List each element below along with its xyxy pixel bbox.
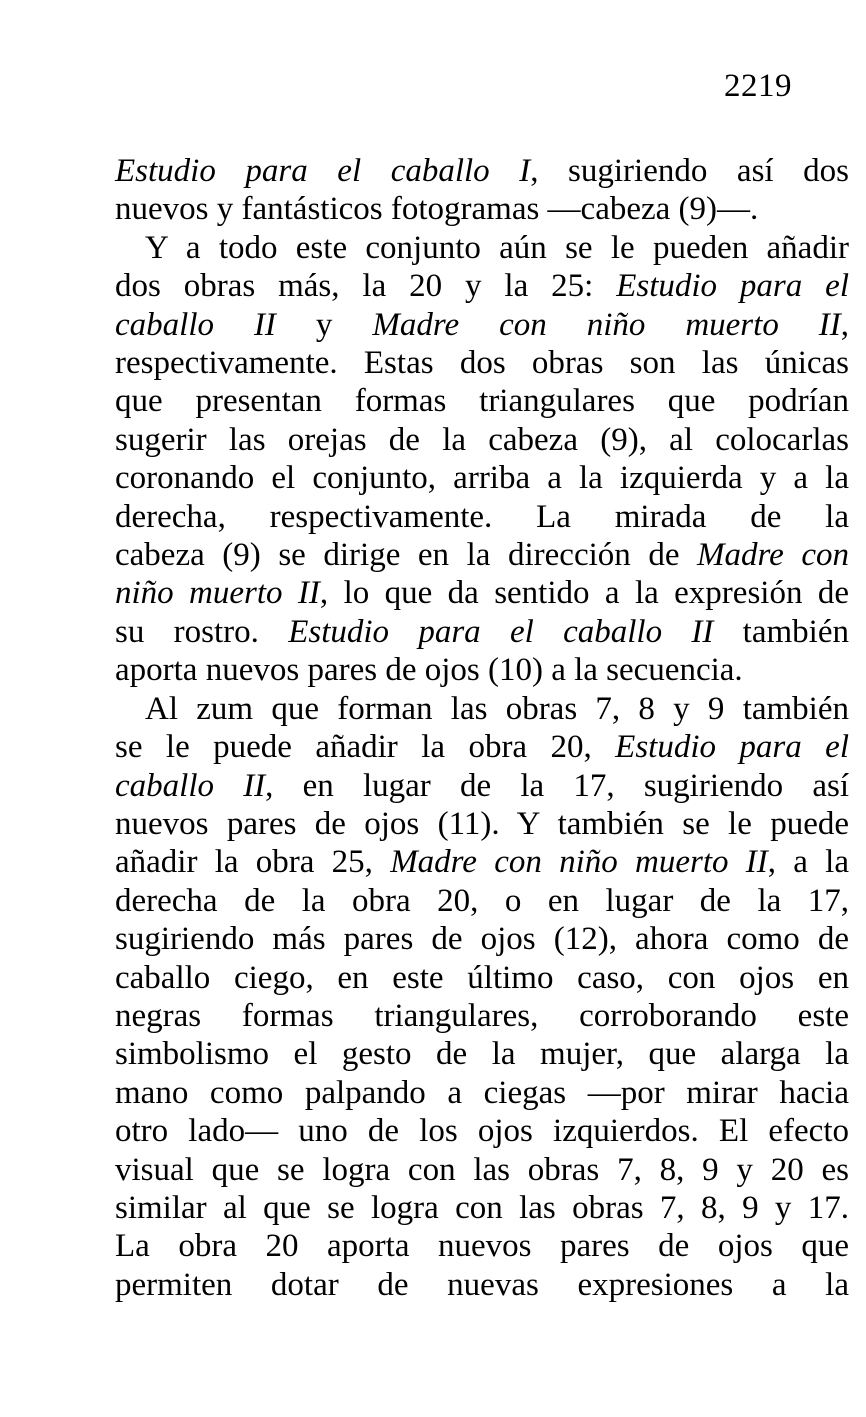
text-line (115, 690, 849, 728)
body-text-segment: , a la (767, 844, 849, 881)
text-line (115, 1074, 849, 1112)
text-line (115, 267, 849, 305)
text-line (115, 959, 849, 997)
work-title-text: Estudio para el caballo II (288, 613, 714, 650)
work-title-text: Estudio para el (615, 729, 849, 766)
text-line (115, 229, 849, 267)
body-text-segment: , en lugar de la 17, sugiriendo así (265, 767, 849, 804)
text-line (115, 997, 849, 1035)
body-text-segment: , lo que da sentido a la expresión de (319, 575, 849, 612)
body-text-segment: , sugiriendo así dos (530, 153, 849, 189)
body-text-segment: nuevos y fantásticos fotogramas —cabeza (9)—. (115, 191, 759, 228)
body-text-segment: se le puede añadir la obra 20, (115, 729, 616, 766)
body-text-segment: similar al que se logra con las obras 7, 8, 9 y 17. (115, 1189, 849, 1226)
body-text-segment: cabeza (9) se dirige en la dirección de (115, 537, 698, 574)
body-text-segment: Y a todo este conjunto aún se le pueden añadir (145, 229, 849, 266)
text-line (115, 1266, 849, 1304)
text-line (115, 728, 849, 766)
text-line (115, 1035, 849, 1073)
body-text-segment: sugerir las orejas de la cabeza (9), al colocarlas (115, 421, 849, 458)
body-text-segment: derecha de la obra 20, o en lugar de la 17, (115, 882, 849, 919)
work-title-text: Madre con niño muerto II (372, 306, 841, 343)
text-line (115, 920, 849, 958)
work-title-text: niño muerto II (115, 575, 320, 612)
text-line (115, 459, 849, 497)
body-text-segment: sugiriendo más pares de ojos (12), ahora como de (115, 921, 849, 958)
text-line (115, 1227, 849, 1265)
text-line (115, 882, 849, 920)
text-line (115, 1112, 849, 1150)
text-line (115, 651, 849, 689)
text-line (115, 536, 849, 574)
body-text-segment: simbolismo el gesto de la mujer, que alarga la (115, 1036, 849, 1073)
text-line (115, 767, 849, 805)
text-line (115, 382, 849, 420)
body-text-segment: que presentan formas triangulares que podrían (115, 383, 849, 420)
body-text-segment: nuevos pares de ojos (11). Y también se le puede (115, 805, 849, 842)
text-line (115, 805, 849, 843)
text-line (115, 306, 849, 344)
body-text-segment: negras formas triangulares, corroborando este (115, 997, 849, 1034)
work-title-text: caballo II (115, 306, 276, 343)
body-text-segment: dos obras más, la 20 y la 25: (115, 268, 617, 305)
text-line (115, 843, 849, 881)
text-line (115, 574, 849, 612)
body-text-segment: aporta nuevos pares de ojos (10) a la secuencia. (115, 652, 743, 689)
body-text-segment: su rostro. (115, 613, 289, 650)
body-text-segment: permiten dotar de nuevas expresiones a la (115, 1266, 849, 1303)
work-title-text: Madre con (697, 537, 849, 574)
body-text-segment: y (275, 306, 373, 343)
text-line (115, 613, 849, 651)
body-text-segment: derecha, respectivamente. La mirada de la (115, 498, 849, 535)
work-title-text: Estudio para el (616, 268, 849, 305)
text-line (115, 1151, 849, 1189)
body-text-segment: La obra 20 aporta nuevos pares de ojos que (115, 1228, 849, 1265)
body-text-segment: caballo ciego, en este último caso, con ojos en (115, 959, 849, 996)
text-line (115, 152, 849, 190)
body-text-segment: también (713, 613, 849, 650)
text-line (115, 1189, 849, 1227)
work-title-text: Estudio para el caballo I (115, 153, 531, 189)
text-line (115, 344, 849, 382)
body-text-segment: , (840, 306, 850, 343)
body-text (115, 152, 849, 1304)
page-number: 2219 (724, 68, 792, 104)
body-text-segment: respectivamente. Estas dos obras son las únicas (115, 345, 849, 382)
body-text-segment: otro lado— uno de los ojos izquierdos. El efecto (115, 1113, 849, 1150)
body-text-segment: coronando el conjunto, arriba a la izquierda y a la (115, 460, 849, 497)
body-text-segment: añadir la obra 25, (115, 844, 391, 881)
body-text-segment: visual que se logra con las obras 7, 8, 9 y 20 es (115, 1151, 849, 1188)
text-line (115, 498, 849, 536)
work-title-text: caballo II (115, 767, 266, 804)
text-line (115, 190, 849, 228)
body-text-segment: Al zum que forman las obras 7, 8 y 9 también (145, 690, 849, 727)
body-text-segment: mano como palpando a ciegas —por mirar hacia (115, 1074, 849, 1111)
text-line (115, 421, 849, 459)
work-title-text: Madre con niño muerto II (390, 844, 768, 881)
